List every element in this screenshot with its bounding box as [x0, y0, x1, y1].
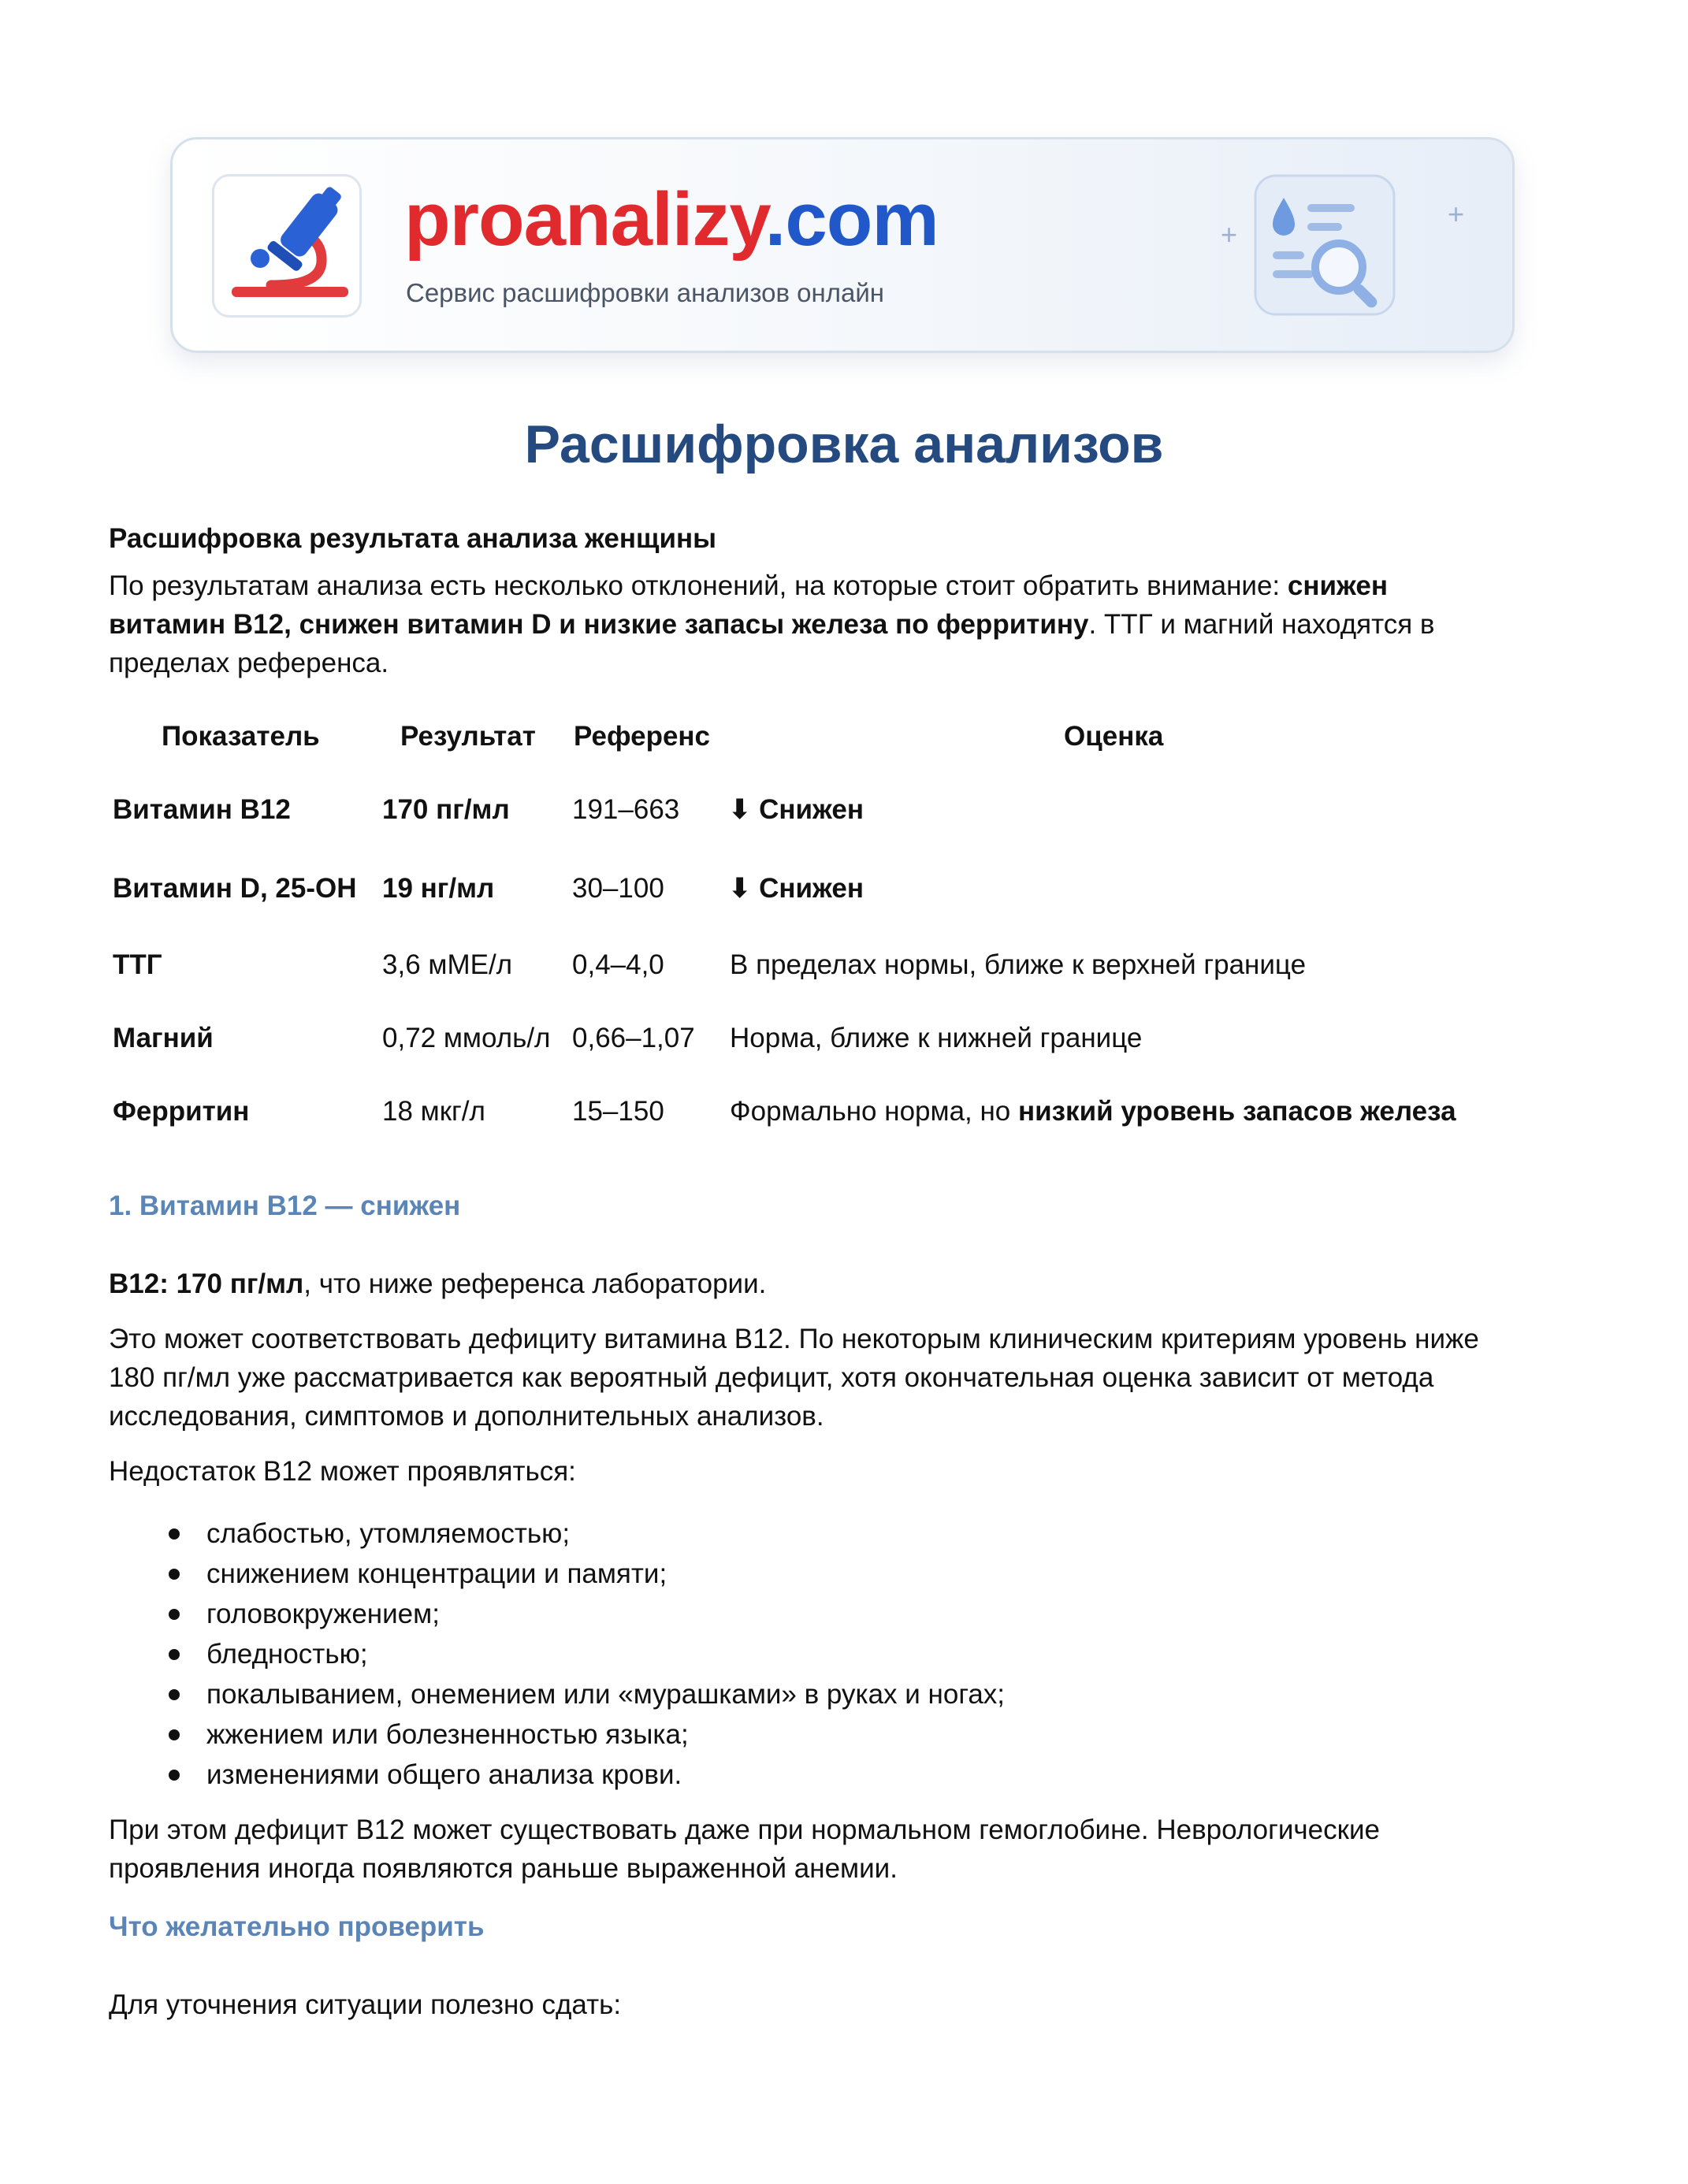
- table-row-reference: 0,66–1,07: [572, 1023, 695, 1053]
- section-heading-b12: 1. Витамин B12 — снижен: [109, 1190, 461, 1221]
- bullet-icon: [169, 1729, 180, 1740]
- table-header-evaluation: Оценка: [1064, 721, 1164, 752]
- bullet-icon: [169, 1770, 180, 1781]
- symptoms-intro: Недостаток B12 может проявляться:: [109, 1456, 576, 1487]
- table-header-result: Результат: [400, 721, 536, 752]
- paragraph-line: Это может соответствовать дефициту витамина B12. По некоторым клиническим критериям уровень ниже: [109, 1324, 1479, 1354]
- paragraph-line: исследования, симптомов и дополнительных анализов.: [109, 1401, 824, 1432]
- table-row-name: Магний: [113, 1023, 214, 1053]
- intro-text: По результатам анализа есть несколько отклонений, на которые стоит обратить внимание:: [109, 570, 1288, 601]
- intro-line-3: пределах референса.: [109, 648, 389, 678]
- list-item: снижением концентрации и памяти;: [206, 1558, 667, 1589]
- bullet-icon: [169, 1689, 180, 1700]
- arrow-down-icon: ⬇: [728, 873, 752, 904]
- intro-heading: Расшифровка результата анализа женщины: [109, 523, 717, 554]
- table-row-result: 3,6 мМЕ/л: [382, 949, 513, 980]
- document-search-icon: [1229, 160, 1418, 337]
- microscope-icon: [214, 176, 364, 320]
- list-item: покалыванием, онемением или «мурашками» в руках и ногах;: [206, 1679, 1006, 1710]
- table-header-indicator: Показатель: [162, 721, 320, 752]
- plus-decor-icon: +: [1221, 218, 1238, 251]
- paragraph-line: проявления иногда появляются раньше выраженной анемии.: [109, 1853, 898, 1884]
- table-row-evaluation: [728, 869, 864, 908]
- brand-name[interactable]: [404, 177, 939, 262]
- paragraph-line: 180 пг/мл уже рассматривается как вероятный дефицит, хотя окончательная оценка зависит от метода: [109, 1362, 1434, 1393]
- table-row-evaluation: Норма, ближе к нижней границе: [730, 1023, 1143, 1053]
- table-row-reference: 0,4–4,0: [572, 949, 664, 980]
- table-row-evaluation: [728, 790, 864, 829]
- list-item: слабостью, утомляемостью;: [206, 1518, 571, 1549]
- table-row-result: 18 мкг/л: [382, 1096, 485, 1127]
- intro-line-1: [109, 566, 1388, 605]
- table-row-name: Витамин B12: [113, 794, 291, 825]
- evaluation-text: Снижен: [759, 873, 864, 904]
- table-row-name: Витамин D, 25-OH: [113, 873, 357, 904]
- table-row-name: ТТГ: [113, 949, 162, 980]
- logo[interactable]: [212, 174, 362, 318]
- table-row-reference: 30–100: [572, 873, 664, 904]
- table-row-result: 19 нг/мл: [382, 873, 495, 904]
- list-item: изменениями общего анализа крови.: [206, 1759, 682, 1790]
- tagline: Сервис расшифровки анализов онлайн: [406, 278, 884, 307]
- brand-name-red: proanalizy: [404, 177, 765, 262]
- table-row-result: 0,72 ммоль/л: [382, 1023, 551, 1053]
- intro-line-2: [109, 605, 1434, 644]
- table-row-evaluation: В пределах нормы, ближе к верхней границе: [730, 949, 1307, 980]
- page-title: Расшифровка анализов: [524, 414, 1164, 474]
- b12-result-value: B12: 170 пг/мл: [109, 1268, 304, 1299]
- b12-result-text: , что ниже референса лаборатории.: [303, 1268, 767, 1299]
- list-item: бледностью;: [206, 1639, 368, 1670]
- check-intro: Для уточнения ситуации полезно сдать:: [109, 1989, 622, 2020]
- header-banner: [170, 137, 1515, 353]
- paragraph-line: При этом дефицит B12 может существовать даже при нормальном гемоглобине. Неврологические: [109, 1814, 1380, 1845]
- evaluation-emphasis: низкий уровень запасов железа: [1018, 1096, 1456, 1127]
- intro-emphasis: витамин B12, снижен витамин D и низкие запасы железа по ферритину: [109, 609, 1089, 640]
- intro-text: . ТТГ и магний находятся в: [1088, 609, 1435, 640]
- brand-name-blue: .com: [764, 177, 939, 262]
- evaluation-text: Снижен: [759, 794, 864, 825]
- table-header-reference: Референс: [574, 721, 711, 752]
- b12-result-line: [109, 1265, 766, 1303]
- intro-emphasis: снижен: [1287, 570, 1388, 601]
- bullet-icon: [169, 1649, 180, 1660]
- list-item: головокружением;: [206, 1599, 440, 1629]
- list-item: жжением или болезненностью языка;: [206, 1719, 689, 1750]
- bullet-icon: [169, 1569, 180, 1580]
- bullet-icon: [169, 1609, 180, 1620]
- table-row-reference: 191–663: [572, 794, 680, 825]
- table-row-evaluation: [730, 1092, 1456, 1131]
- table-row-name: Ферритин: [113, 1096, 250, 1127]
- arrow-down-icon: ⬇: [728, 794, 752, 825]
- section-heading-check: Что желательно проверить: [109, 1911, 485, 1942]
- evaluation-text: Формально норма, но: [730, 1096, 1018, 1127]
- plus-decor-icon: +: [1448, 198, 1465, 230]
- bullet-icon: [169, 1528, 180, 1540]
- table-row-reference: 15–150: [572, 1096, 664, 1127]
- table-row-result: 170 пг/мл: [382, 794, 510, 825]
